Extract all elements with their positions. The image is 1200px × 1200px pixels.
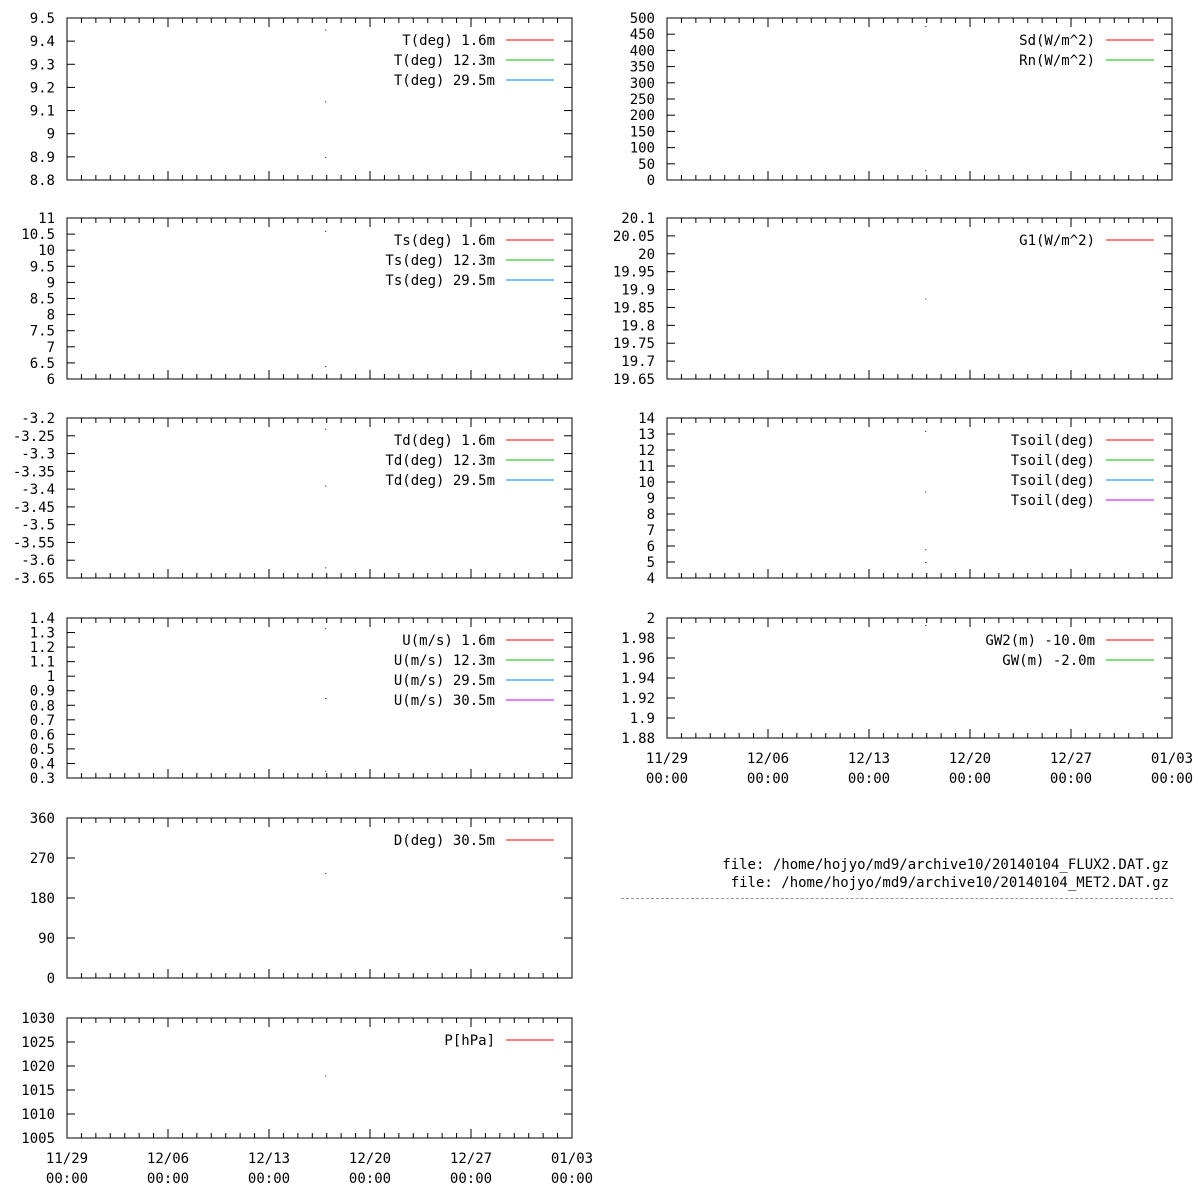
x-tick-label-date: 01/03 bbox=[1150, 751, 1194, 767]
data-point bbox=[925, 625, 926, 626]
y-tick-label: 1.3 bbox=[29, 625, 55, 642]
data-point bbox=[925, 562, 926, 563]
y-tick-label: 1005 bbox=[21, 1131, 55, 1147]
y-tick-label: 14 bbox=[638, 411, 655, 427]
y-tick-label: 50 bbox=[638, 156, 655, 173]
legend-label: P[hPa] bbox=[444, 1033, 495, 1049]
x-tick-label-date: 12/06 bbox=[146, 1151, 190, 1167]
y-tick-label: 0.5 bbox=[29, 741, 55, 758]
x-tick-label-time: 00:00 bbox=[550, 1171, 594, 1187]
y-tick-label: 4 bbox=[646, 571, 655, 587]
y-tick-label: 11 bbox=[638, 459, 655, 475]
legend-label: GW(m) -2.0m bbox=[1002, 653, 1095, 669]
x-tick-label-date: 11/29 bbox=[645, 751, 689, 767]
legend-label: U(m/s) 30.5m bbox=[393, 693, 495, 709]
y-tick-label: 100 bbox=[629, 140, 655, 157]
y-tick-label: 0.6 bbox=[29, 727, 55, 744]
legend-label: Rn(W/m^2) bbox=[1019, 53, 1095, 69]
plot-frame bbox=[67, 618, 572, 778]
chart-panel-5 bbox=[13, 411, 572, 587]
y-tick-label: 250 bbox=[629, 92, 655, 108]
y-tick-label: 19.65 bbox=[612, 372, 655, 388]
y-tick-label: 13 bbox=[638, 427, 655, 443]
y-tick-label: 500 bbox=[629, 11, 655, 27]
y-tick-label: 19.7 bbox=[621, 354, 655, 371]
y-tick-label: -3.6 bbox=[21, 553, 55, 570]
y-tick-label: 0 bbox=[646, 173, 655, 189]
data-point bbox=[325, 567, 326, 568]
legend-label: Tsoil(deg) bbox=[1010, 493, 1095, 509]
y-tick-label: -3.3 bbox=[21, 446, 55, 463]
x-tick-label-time: 00:00 bbox=[948, 771, 992, 787]
y-tick-label: 9.4 bbox=[29, 34, 55, 51]
y-tick-label: 1010 bbox=[21, 1107, 55, 1123]
y-tick-label: 9 bbox=[46, 275, 55, 292]
y-tick-label: 90 bbox=[38, 931, 55, 947]
y-tick-label: 1025 bbox=[21, 1035, 55, 1051]
y-tick-label: 200 bbox=[629, 108, 655, 125]
data-point bbox=[325, 698, 326, 699]
data-point bbox=[325, 366, 326, 367]
dashed-separator bbox=[621, 898, 1173, 899]
y-tick-label: 5 bbox=[646, 555, 655, 571]
data-point bbox=[325, 873, 326, 874]
legend-label: U(m/s) 1.6m bbox=[402, 633, 495, 649]
y-tick-label: 6 bbox=[46, 372, 55, 388]
x-tick-label-time: 00:00 bbox=[348, 1171, 392, 1187]
data-point bbox=[325, 101, 326, 102]
y-tick-label: 300 bbox=[629, 75, 655, 92]
y-tick-label: 8.8 bbox=[29, 173, 55, 189]
data-point bbox=[925, 431, 926, 432]
y-tick-label: 1.94 bbox=[621, 671, 655, 687]
legend-label: Sd(W/m^2) bbox=[1019, 33, 1095, 49]
y-tick-label: 20.05 bbox=[612, 228, 655, 245]
legend-label: Ts(deg) 1.6m bbox=[393, 233, 495, 249]
y-tick-label: -3.55 bbox=[12, 535, 55, 552]
chart-panel-2 bbox=[630, 11, 1172, 189]
chart-panel-9 bbox=[30, 811, 572, 987]
y-tick-label: 7 bbox=[46, 339, 55, 356]
x-tick-label-date: 12/06 bbox=[746, 751, 790, 767]
y-tick-label: 1.2 bbox=[29, 640, 55, 657]
y-tick-label: -3.25 bbox=[12, 428, 55, 445]
x-tick-label-date: 12/27 bbox=[449, 1151, 493, 1167]
file-line-met: file: /home/hojyo/md9/archive10/20140104_MET2.DAT.gz bbox=[730, 875, 1169, 891]
y-tick-label: 180 bbox=[29, 891, 55, 907]
x-tick-label-date: 12/27 bbox=[1049, 751, 1093, 767]
y-tick-label: 1030 bbox=[21, 1011, 55, 1027]
y-tick-label: -3.65 bbox=[12, 571, 55, 587]
y-tick-label: -3.35 bbox=[12, 464, 55, 481]
y-tick-label: 0.4 bbox=[29, 756, 55, 773]
legend-label: T(deg) 12.3m bbox=[393, 53, 495, 69]
y-tick-label: 1015 bbox=[21, 1083, 55, 1099]
chart-panel-4 bbox=[613, 211, 1172, 388]
y-tick-label: -3.5 bbox=[21, 517, 55, 534]
plot-frame bbox=[67, 218, 572, 379]
x-tick-label-time: 00:00 bbox=[1150, 771, 1194, 787]
y-tick-label: 450 bbox=[629, 27, 655, 44]
plot-frame bbox=[67, 818, 572, 978]
y-tick-label: 9 bbox=[646, 491, 655, 507]
data-point bbox=[325, 231, 326, 232]
x-tick-label-date: 12/13 bbox=[247, 1151, 291, 1167]
y-tick-label: 400 bbox=[629, 43, 655, 60]
chart-panel-3 bbox=[21, 211, 572, 388]
y-tick-label: 12 bbox=[638, 443, 655, 459]
legend-label: Td(deg) 12.3m bbox=[385, 453, 495, 469]
legend-label: G1(W/m^2) bbox=[1019, 233, 1095, 249]
data-point bbox=[925, 549, 926, 550]
y-tick-label: 7.5 bbox=[29, 323, 55, 340]
x-tick-label-date: 12/13 bbox=[847, 751, 891, 767]
y-tick-label: 6.5 bbox=[29, 355, 55, 372]
data-point bbox=[325, 486, 326, 487]
y-tick-label: 9.1 bbox=[29, 103, 55, 120]
plot-frame bbox=[667, 618, 1172, 738]
y-tick-label: 19.75 bbox=[612, 336, 655, 353]
plot-frame bbox=[67, 1018, 572, 1138]
legend-label: Tsoil(deg) bbox=[1010, 473, 1095, 489]
y-tick-label: 19.95 bbox=[612, 264, 655, 281]
y-tick-label: 1.96 bbox=[621, 651, 655, 667]
legend-label: Ts(deg) 12.3m bbox=[385, 253, 495, 269]
y-tick-label: 9 bbox=[46, 126, 55, 143]
data-point bbox=[325, 157, 326, 158]
x-tick-label-time: 00:00 bbox=[449, 1171, 493, 1187]
data-point bbox=[325, 30, 326, 31]
y-tick-label: 9.5 bbox=[29, 11, 55, 27]
plot-frame bbox=[67, 18, 572, 180]
plot-frame bbox=[667, 218, 1172, 379]
legend-label: T(deg) 29.5m bbox=[393, 73, 495, 89]
y-tick-label: 8 bbox=[646, 507, 655, 523]
y-tick-label: 0.8 bbox=[29, 698, 55, 715]
data-point bbox=[325, 628, 326, 629]
chart-panel-7 bbox=[30, 611, 572, 787]
y-tick-label: 9.3 bbox=[29, 57, 55, 74]
y-tick-label: 1.98 bbox=[621, 631, 655, 647]
y-tick-label: 6 bbox=[646, 539, 655, 555]
chart-panel-6 bbox=[638, 411, 1172, 587]
y-tick-label: 1.88 bbox=[621, 731, 655, 747]
plot-frame bbox=[667, 18, 1172, 180]
x-tick-label-date: 12/20 bbox=[348, 1151, 392, 1167]
plot-frame bbox=[67, 418, 572, 578]
y-tick-label: 270 bbox=[29, 851, 55, 867]
legend-label: T(deg) 1.6m bbox=[402, 33, 495, 49]
data-point bbox=[925, 492, 926, 493]
legend-label: Ts(deg) 29.5m bbox=[385, 273, 495, 289]
data-point bbox=[925, 26, 926, 27]
x-tick-label-time: 00:00 bbox=[847, 771, 891, 787]
y-tick-label: 8 bbox=[46, 307, 55, 324]
chart-panel-1 bbox=[30, 11, 572, 189]
y-tick-label: 0.9 bbox=[29, 683, 55, 700]
y-tick-label: 0.3 bbox=[29, 771, 55, 787]
y-tick-label: 9.2 bbox=[29, 80, 55, 97]
plot-frame bbox=[667, 418, 1172, 578]
y-tick-label: 0.7 bbox=[29, 712, 55, 729]
y-tick-label: 19.9 bbox=[621, 282, 655, 299]
y-tick-label: 20.1 bbox=[621, 211, 655, 227]
y-tick-label: 7 bbox=[646, 523, 655, 539]
y-tick-label: -3.2 bbox=[21, 411, 55, 427]
y-tick-label: 11 bbox=[38, 211, 55, 227]
chart-panel-10 bbox=[21, 1011, 593, 1187]
legend-label: D(deg) 30.5m bbox=[393, 833, 495, 849]
x-tick-label-date: 12/20 bbox=[948, 751, 992, 767]
x-tick-label-date: 01/03 bbox=[550, 1151, 594, 1167]
chart-panel-8 bbox=[621, 611, 1193, 787]
y-tick-label: 19.85 bbox=[612, 300, 655, 317]
y-tick-label: 150 bbox=[629, 124, 655, 141]
data-point bbox=[925, 170, 926, 171]
y-tick-label: 10 bbox=[38, 243, 55, 260]
y-tick-label: 350 bbox=[629, 59, 655, 76]
x-tick-label-time: 00:00 bbox=[146, 1171, 190, 1187]
legend-label: U(m/s) 12.3m bbox=[393, 653, 495, 669]
y-tick-label: 1.1 bbox=[29, 654, 55, 671]
y-tick-label: 1020 bbox=[21, 1059, 55, 1075]
file-line-flux: file: /home/hojyo/md9/archive10/20140104_FLUX2.DAT.gz bbox=[722, 857, 1169, 873]
y-tick-label: 10 bbox=[638, 475, 655, 491]
y-tick-label: 1 bbox=[46, 669, 55, 686]
data-point bbox=[325, 1076, 326, 1077]
data-point bbox=[325, 429, 326, 430]
legend-label: GW2(m) -10.0m bbox=[985, 633, 1095, 649]
y-tick-label: 1.4 bbox=[29, 611, 55, 627]
x-tick-label-time: 00:00 bbox=[645, 771, 689, 787]
legend-label: Tsoil(deg) bbox=[1010, 433, 1095, 449]
y-tick-label: 8.5 bbox=[29, 291, 55, 308]
x-tick-label-time: 00:00 bbox=[746, 771, 790, 787]
x-tick-label-time: 00:00 bbox=[45, 1171, 89, 1187]
y-tick-label: -3.4 bbox=[21, 482, 55, 499]
x-tick-label-time: 00:00 bbox=[1049, 771, 1093, 787]
y-tick-label: 2 bbox=[646, 611, 655, 627]
legend-label: U(m/s) 29.5m bbox=[393, 673, 495, 689]
y-tick-label: 1.9 bbox=[629, 711, 655, 727]
legend-label: Tsoil(deg) bbox=[1010, 453, 1095, 469]
y-tick-label: 10.5 bbox=[21, 227, 55, 244]
y-tick-label: 8.9 bbox=[29, 149, 55, 166]
y-tick-label: 0 bbox=[46, 971, 55, 987]
source-files bbox=[722, 856, 1169, 892]
x-tick-label-time: 00:00 bbox=[247, 1171, 291, 1187]
y-tick-label: 9.5 bbox=[29, 259, 55, 276]
data-point bbox=[325, 771, 326, 772]
data-point bbox=[925, 299, 926, 300]
y-tick-label: -3.45 bbox=[12, 499, 55, 516]
y-tick-label: 19.8 bbox=[621, 318, 655, 335]
y-tick-label: 360 bbox=[29, 811, 55, 827]
y-tick-label: 20 bbox=[638, 246, 655, 263]
x-tick-label-date: 11/29 bbox=[45, 1151, 89, 1167]
y-tick-label: 1.92 bbox=[621, 691, 655, 707]
legend-label: Td(deg) 29.5m bbox=[385, 473, 495, 489]
legend-label: Td(deg) 1.6m bbox=[393, 433, 495, 449]
